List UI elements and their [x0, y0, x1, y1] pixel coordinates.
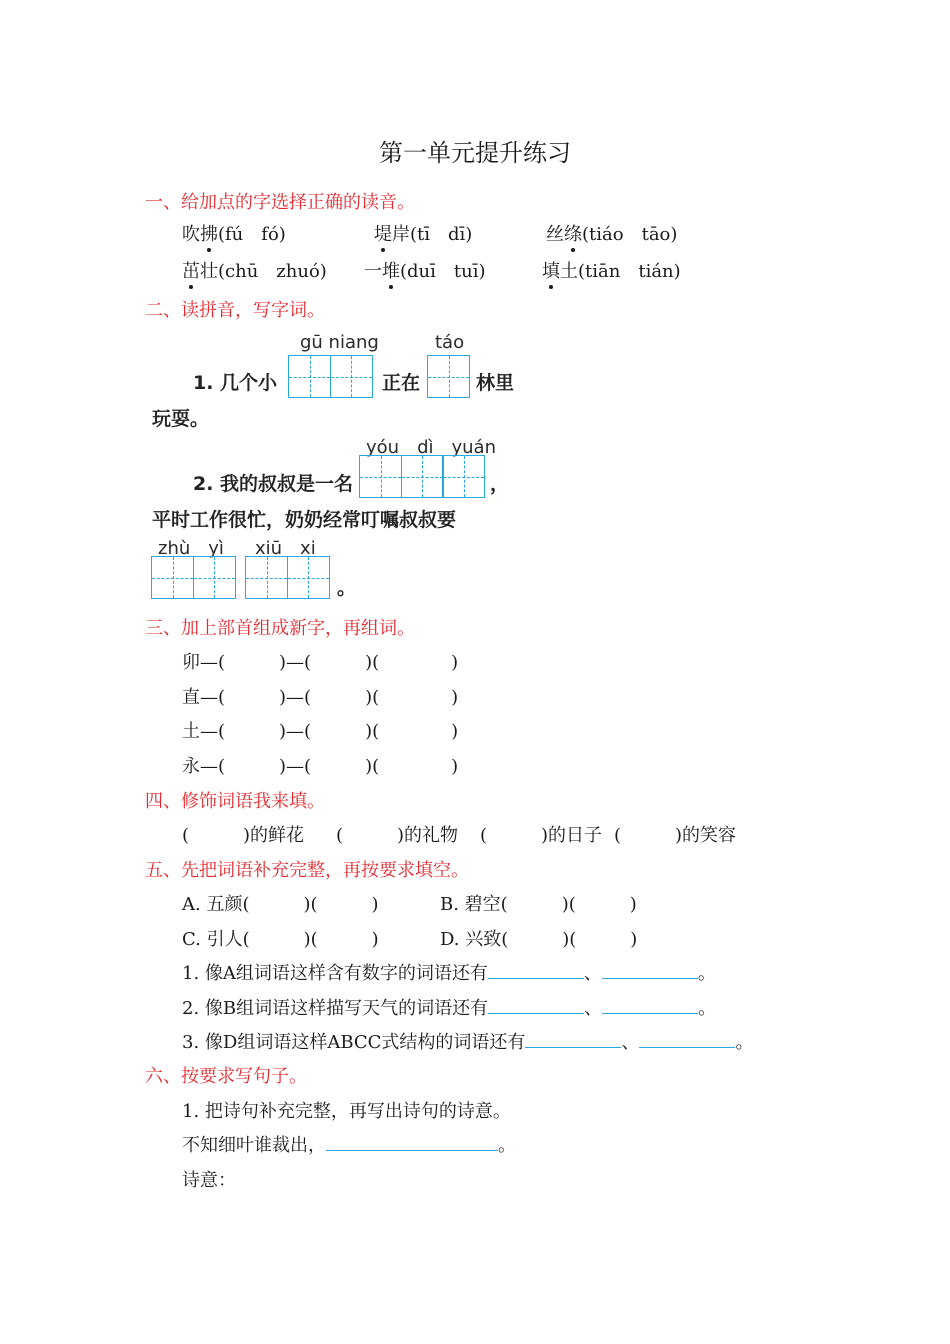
pinyin-label: táo [435, 332, 465, 353]
question-line: 1. 把诗句补充完整，再写出诗句的诗意。 [182, 1101, 511, 1122]
section-4-heading: 四、修饰词语我来填。 [145, 791, 325, 812]
writing-grid[interactable] [288, 355, 371, 398]
radical-row[interactable]: 土—( )—( )( ) [182, 721, 459, 742]
radical-row[interactable]: 永—( )—( )( ) [182, 756, 459, 777]
writing-grid[interactable] [245, 556, 328, 599]
radical-row[interactable]: 直—( )—( )( ) [182, 687, 459, 708]
section-1-heading: 一、给加点的字选择正确的读音。 [145, 192, 415, 213]
question-line: 3. 像D组词语这样ABCC式结构的词语还有 、 。 [182, 1028, 753, 1054]
modifier-item[interactable]: ( )的鲜花 [182, 825, 305, 846]
radical-row[interactable]: 卯—( )—( )( ) [182, 652, 459, 673]
sentence-text: 林里 [476, 372, 515, 394]
poem-line: 不知细叶谁裁出， 。 [182, 1131, 516, 1157]
pronunciation-item: 堤岸(tī dī) [374, 220, 472, 246]
modifier-item[interactable]: ( )的笑容 [614, 825, 737, 846]
sentence-text: 2. 我的叔叔是一名 [193, 473, 354, 495]
question-line: 1. 像A组词语这样含有数字的词语还有 、 。 [182, 959, 716, 985]
pinyin-label: zhù yì [158, 538, 224, 559]
modifier-item[interactable]: ( )的日子 [480, 825, 603, 846]
section-2-heading: 二、读拼音，写字词。 [145, 300, 325, 321]
sentence-text: 平时工作很忙，奶奶经常叮嘱叔叔要 [152, 509, 457, 531]
writing-grid[interactable] [359, 455, 484, 498]
pronunciation-item: 丝绦(tiáo tāo) [546, 220, 677, 246]
section-5-heading: 五、先把词语补充完整，再按要求填空。 [145, 860, 469, 881]
pinyin-label: yóu dì yuán [366, 437, 496, 458]
section-3-heading: 三、加上部首组成新字，再组词。 [145, 618, 415, 639]
writing-grid[interactable] [427, 355, 469, 398]
sentence-text: 。 [337, 577, 357, 599]
pronunciation-item: 一堆(duī tuī) [364, 257, 486, 283]
answer-blank[interactable] [639, 1029, 735, 1048]
pronunciation-item: 吹拂(fú fó) [182, 220, 286, 246]
sentence-text: 正在 [382, 372, 421, 394]
answer-blank[interactable] [602, 995, 698, 1014]
idiom-item[interactable]: A. 五颜( )( ) [182, 894, 379, 915]
sentence-text: ， [490, 473, 510, 495]
answer-blank[interactable] [602, 960, 698, 979]
pronunciation-item: 茁壮(chū zhuó) [182, 257, 327, 283]
page-title: 第一单元提升练习 [379, 139, 571, 167]
modifier-item[interactable]: ( )的礼物 [336, 825, 459, 846]
answer-blank[interactable] [488, 960, 584, 979]
section-6-heading: 六、按要求写句子。 [145, 1066, 307, 1087]
idiom-item[interactable]: B. 碧空( )( ) [440, 894, 637, 915]
answer-blank[interactable] [326, 1132, 498, 1151]
idiom-item[interactable]: D. 兴致( )( ) [440, 929, 638, 950]
writing-grid[interactable] [151, 556, 234, 599]
question-line: 2. 像B组词语这样描写天气的词语还有 、 。 [182, 994, 716, 1020]
meaning-label: 诗意： [182, 1170, 236, 1191]
idiom-item[interactable]: C. 引人( )( ) [182, 929, 379, 950]
sentence-text: 玩耍。 [152, 408, 210, 430]
answer-blank[interactable] [525, 1029, 621, 1048]
answer-blank[interactable] [488, 995, 584, 1014]
sentence-text: 1. 几个小 [193, 372, 278, 394]
pronunciation-item: 填土(tiān tián) [542, 257, 681, 283]
pinyin-label: gū niang [300, 332, 379, 353]
pinyin-label: xiū xi [255, 538, 316, 559]
